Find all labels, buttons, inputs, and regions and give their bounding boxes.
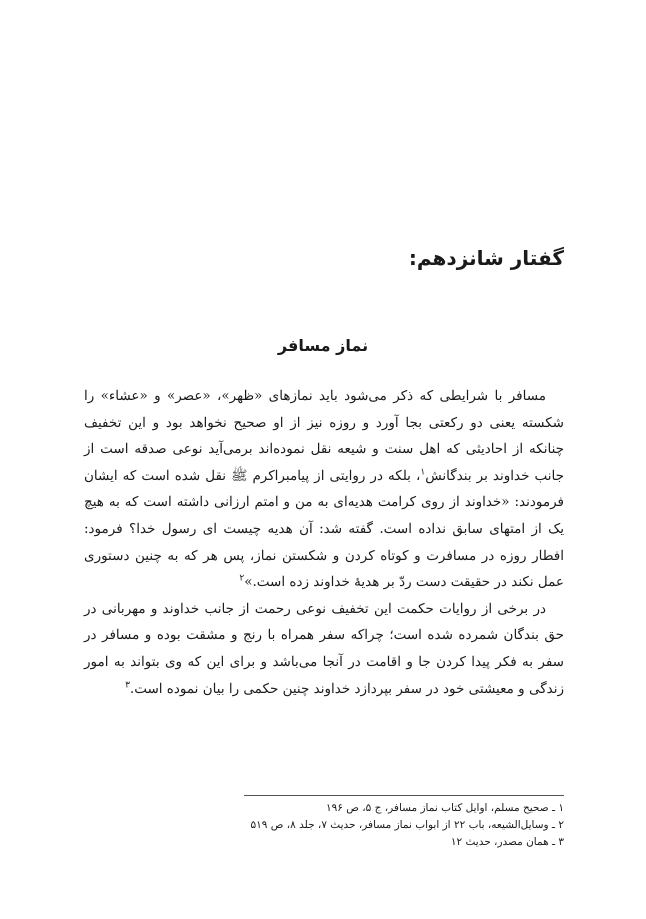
- footnote-2: ۲ ـ وسایل‌الشیعه، باب ۲۲ از ابواب نماز مسافر، حدیث ۷، جلد ۸، ص ۵۱۹: [250, 819, 564, 831]
- chapter-title: گفتار شانزدهم:: [408, 246, 564, 270]
- paragraph-1: [84, 383, 564, 596]
- section-title: نماز مسافر: [277, 336, 369, 355]
- body-text: [84, 383, 564, 702]
- footnote-ref-2: ۲: [239, 573, 245, 584]
- footnote-ref-1: ۱: [420, 467, 426, 478]
- footnote-3: ۳ ـ همان مصدر، حدیث ۱۲: [450, 836, 564, 848]
- footnote-ref-3: ۳: [125, 680, 130, 691]
- paragraph-1-text-a: مسافر با شرایطی که ذکر می‌شود باید نمازهای «ظهر»، «عصر» و «عشاء» را شکسته یعنی دو رکعتی بجا آورد و روزه نیز از او صحیح نخواهد بود و این تخفیف چنانکه از احادیثی که اهل سنت و شیعه نقل نموده‌اند برمی‌آید نوعی صدقه است از جانب خداوند بر بندگانش: [84, 388, 564, 484]
- footnote-divider: [244, 795, 564, 796]
- footnote-1: ۱ ـ صحیح مسلم، اوایل کتاب نماز مسافر، ج ۵، ص ۱۹۶: [325, 802, 564, 814]
- paragraph-2: [84, 596, 564, 702]
- paragraph-2-text: در برخی از روایات حکمت این تخفیف نوعی رحمت از جانب خداوند و مهربانی در حق بندگان شمرده شده است؛ چراکه سفر همراه با رنج و مشقت بوده و مسافر در سفر به فکر پیدا کردن جا و اقامت در آنجا می‌باشد و برای این که وی بتواند به امور زندگی و معیشتی خود در سفر بپردازد خداوند چنین حکمی را بیان نموده است.: [84, 600, 564, 697]
- paragraph-1-text-b: ، بلکه در روایتی از پیامبراکرم ﷺ نقل شده است که ایشان فرمودند: «خداوند از روی کرامت هدیه‌ای به من و امتم ارزانی داشته است که به هیچ یک از امتهای سابق نداده است. گفته شد: آن هدیه چیست ای رسول خدا؟ فرمود: افطار روزه در مسافرت و کوتاه کردن و شکستن نماز، پس هر که به چنین دستوری عمل نکند در حقیقت دست ردّ بر هدیهٔ خداوند زده است.»: [84, 467, 564, 591]
- footnotes: [204, 800, 564, 851]
